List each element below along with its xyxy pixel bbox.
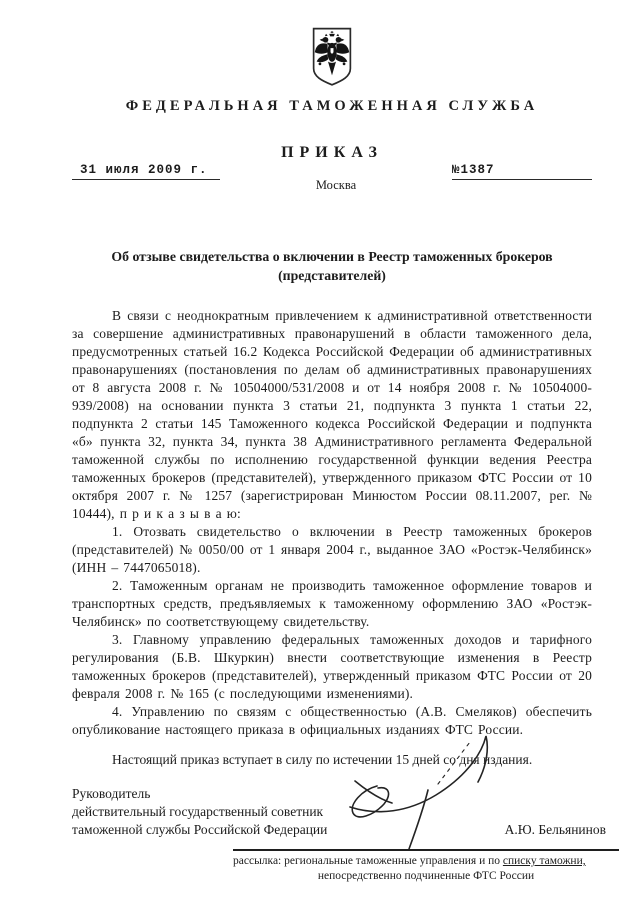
order-item-2: 2. Таможенным органам не производить таможенное оформление товаров и транспортных средств, предъявляемых к таможенному оформлению ЗАО «Ростэк-Челябинск» по соответствующему свидетельству. xyxy=(72,578,592,629)
signatory-position-line1: Руководитель xyxy=(72,786,151,801)
number-field: №1387 xyxy=(452,163,592,180)
date-number-row xyxy=(72,163,592,193)
signature-row xyxy=(72,821,606,839)
order-item-3: 3. Главному управлению федеральных таможенных доходов и тарифного регулирования (Б.В. Шкуркин) внести соответствующие изменения в Реестр таможенных брокеров (представителей), утвержденный приказом ФТС России от 20 февраля 2008 г. № 165 (с последующими изменениями). xyxy=(72,632,592,701)
header-emblem xyxy=(72,26,592,88)
order-title-line2: (представителей) xyxy=(278,268,386,283)
signatory-name: А.Ю. Бельянинов xyxy=(504,822,606,837)
doc-type-heading: ПРИКАЗ xyxy=(281,144,383,161)
city-label: Москва xyxy=(315,178,357,192)
distribution-prefix: рассылка: региональные таможенные управления и по xyxy=(233,855,503,867)
order-item-1: 1. Отозвать свидетельство о включении в Реестр таможенных брокеров (представителей) № 0050/00 от 1 января 2004 г., выданное ЗАО «Ростэк-Челябинск» (ИНН – 7447065018). xyxy=(72,524,592,575)
agency-name: ФЕДЕРАЛЬНАЯ ТАМОЖЕННАЯ СЛУЖБА xyxy=(125,98,539,114)
russia-coat-of-arms-icon xyxy=(311,26,353,88)
order-item-4: 4. Управлению по связям с общественностью (А.В. Смеляков) обеспечить опубликование настоящего приказа в официальных изданиях ФТС России. xyxy=(72,704,592,737)
signature-block xyxy=(72,785,606,839)
distribution-emphasis: списку таможни, xyxy=(502,855,586,867)
order-title-line1: Об отзыве свидетельства о включении в Реестр таможенных брокеров xyxy=(111,249,553,264)
signatory-position-line3: таможенной службы Российской Федерации xyxy=(72,822,328,837)
distribution-line1 xyxy=(233,854,619,868)
distribution-line2: непосредственно подчиненные ФТС России xyxy=(317,870,535,882)
effective-clause: Настоящий приказ вступает в силу по истечении 15 дней со дня издания. xyxy=(112,752,533,767)
date-field: 31 июля 2009 г. xyxy=(72,163,220,180)
order-body xyxy=(72,307,592,739)
distribution-footer xyxy=(233,849,619,883)
signatory-position-line2: действительный государственный советник xyxy=(72,804,324,819)
order-title xyxy=(72,247,592,285)
order-preamble: В связи с неоднократным привлечением к административной ответственности за совершение административных правонарушений в области таможенного дела, предусмотренных статьей 16.2 Кодекса Российской Федерации об административных правонарушениях (постановления по делам об административных правонарушениях от 8 августа 2008 г. № 10504000/531/2008 и от 14 ноября 2008 г. № 10504000-939/2008) на основании пункта 3 статьи 21, подпункта 3 пункта 1 статьи 22, подпункта 2 статьи 145 Таможенного кодекса Российской Федерации и подпункта «б» пункта 32, пункта 34, пункта 38 Административного регламента Федеральной таможенной службы по исполнению государственной функции ведения Реестра таможенных брокеров (представителей), утвержденного приказом ФТС России от 10 октября 2007 г. № 1257 (зарегистрирован Минюстом России 08.11.2007, рег. № 10444), п р и к а з ы в а ю: xyxy=(72,308,592,521)
